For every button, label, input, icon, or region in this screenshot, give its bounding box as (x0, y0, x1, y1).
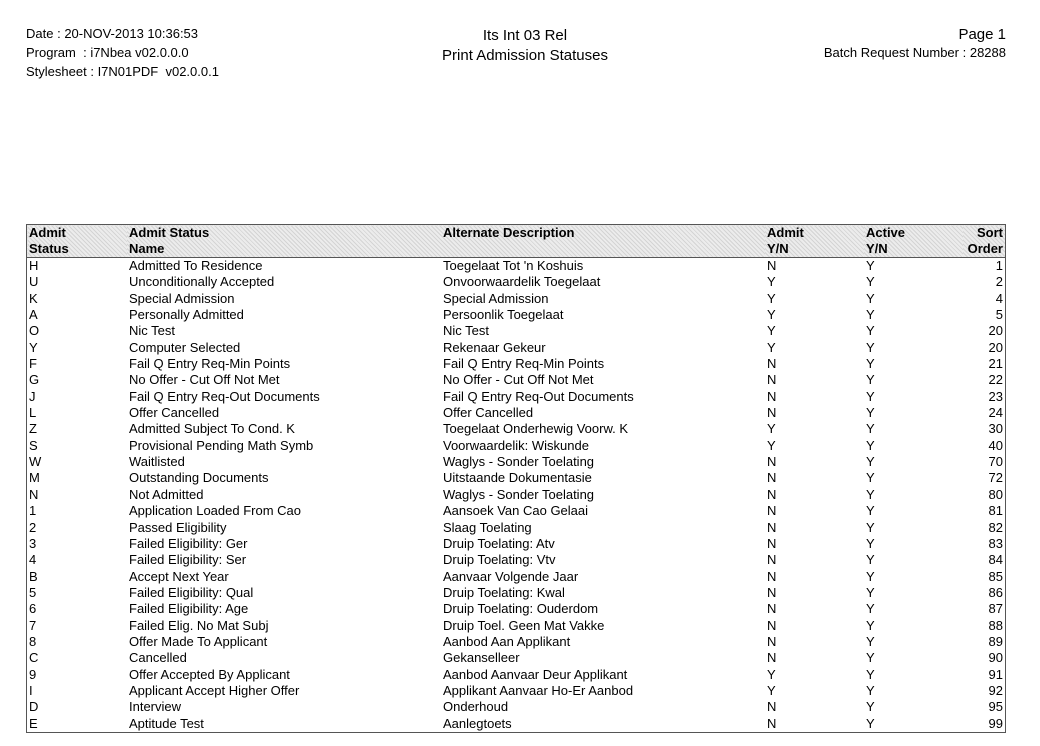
status-code-cell: 8 (29, 633, 37, 649)
stylesheet-label: Stylesheet : (26, 64, 94, 79)
date-line (26, 24, 219, 43)
table-row (27, 618, 1006, 634)
alternate-description-cell: Aanbod Aan Applikant (443, 633, 571, 649)
admit-yn-cell: N (767, 388, 777, 404)
admit-yn-cell: N (767, 584, 777, 600)
status-name-cell: Aptitude Test (127, 716, 441, 733)
admit-yn-cell: Y (767, 666, 776, 682)
status-name-cell: Special Admission (129, 290, 235, 306)
status-code-cell: N (29, 486, 39, 502)
status-code-cell: I (29, 682, 33, 698)
table-row (27, 470, 1006, 486)
table-row (27, 716, 1006, 733)
active-yn-cell: Y (866, 421, 875, 437)
active-yn-cell: Y (866, 258, 875, 273)
table-header-row (27, 225, 1006, 258)
col-admit-yn: Admit Y/N (765, 225, 864, 258)
sort-order-cell: 20 (988, 323, 1003, 339)
admit-yn-cell: N (767, 486, 777, 502)
status-name-cell: Cancelled (129, 650, 187, 666)
table-row (27, 356, 1006, 372)
table-row (27, 503, 1006, 519)
admit-yn-cell: N (767, 535, 777, 551)
batch-value: 28288 (969, 45, 1006, 60)
table-row (27, 258, 1006, 275)
table-row (27, 487, 1006, 503)
sort-order-cell: 88 (988, 617, 1003, 633)
active-yn-cell: Y (866, 633, 875, 649)
admit-yn-cell: N (765, 716, 864, 733)
admit-yn-cell: N (767, 470, 777, 486)
alternate-description-cell: Aanlegtoets (441, 716, 765, 733)
sort-order-cell: 89 (988, 633, 1003, 649)
active-yn-cell: Y (866, 388, 875, 404)
table-row (27, 323, 1006, 339)
sort-order-cell: 90 (988, 650, 1003, 666)
status-name-cell: Application Loaded From Cao (129, 503, 301, 519)
sort-order-cell: 30 (988, 421, 1003, 437)
program-label: Program : (26, 45, 87, 60)
status-name-cell: Passed Eligibility (129, 519, 227, 535)
table-row (27, 372, 1006, 388)
sort-order-cell: 21 (988, 356, 1003, 372)
sort-order-cell: 99 (963, 716, 1006, 733)
col-admit-status-name: Admit Status Name (127, 225, 441, 258)
status-code-cell: H (29, 258, 39, 273)
table-row (27, 552, 1006, 568)
table-row (27, 585, 1006, 601)
table-row (27, 569, 1006, 585)
active-yn-cell: Y (866, 568, 875, 584)
active-yn-cell: Y (866, 682, 875, 698)
table-row (27, 683, 1006, 699)
status-name-cell: Failed Elig. No Mat Subj (129, 617, 269, 633)
admit-yn-cell: N (767, 633, 777, 649)
status-code-cell: 2 (29, 519, 37, 535)
admit-yn-cell: N (767, 372, 777, 388)
alternate-description-cell: Special Admission (443, 290, 549, 306)
admit-yn-cell: N (767, 454, 777, 470)
table-row (27, 307, 1006, 323)
active-yn-cell: Y (866, 372, 875, 388)
table-row (27, 421, 1006, 437)
status-code-cell: U (29, 274, 39, 290)
col-alternate-description: Alternate Description (441, 225, 765, 258)
status-name-cell: Failed Eligibility: Ser (129, 552, 247, 568)
sort-order-cell: 20 (988, 339, 1003, 355)
status-name-cell: Computer Selected (129, 339, 241, 355)
sort-order-cell: 83 (988, 535, 1003, 551)
admit-yn-cell: N (767, 617, 777, 633)
sort-order-cell: 82 (988, 519, 1003, 535)
admit-yn-cell: N (767, 552, 777, 568)
status-code-cell: B (29, 568, 38, 584)
alternate-description-cell: Toegelaat Onderhewig Voorw. K (443, 421, 629, 437)
alternate-description-cell: Waglys - Sonder Toelating (443, 454, 595, 470)
admit-yn-cell: Y (767, 290, 776, 306)
status-code-cell: W (29, 454, 42, 470)
active-yn-cell: Y (866, 552, 875, 568)
system-title: Its Int 03 Rel (482, 27, 568, 44)
active-yn-cell: Y (866, 650, 875, 666)
sort-order-cell: 5 (995, 307, 1003, 323)
alternate-description-cell: Druip Toelating: Kwal (443, 584, 565, 600)
status-name-cell: Not Admitted (129, 486, 204, 502)
sort-order-cell: 4 (995, 290, 1003, 306)
active-yn-cell: Y (864, 716, 963, 733)
admit-yn-cell: Y (767, 421, 776, 437)
program-value: i7Nbea v02.0.0.0 (90, 45, 189, 60)
sort-order-cell: 2 (995, 274, 1003, 290)
active-yn-cell: Y (866, 405, 875, 421)
table-row (27, 601, 1006, 617)
status-name-cell: Nic Test (129, 323, 175, 339)
status-code-cell: A (29, 307, 38, 323)
alternate-description-cell: Aanbod Aanvaar Deur Applikant (443, 666, 628, 682)
active-yn-cell: Y (866, 356, 875, 372)
status-code-cell: O (29, 323, 40, 339)
status-code-cell: S (29, 437, 38, 453)
batch-label: Batch Request Number : (823, 45, 967, 60)
status-name-cell: Outstanding Documents (129, 470, 269, 486)
table-row (27, 634, 1006, 650)
table-row (27, 340, 1006, 356)
sort-order-cell: 70 (988, 454, 1003, 470)
admit-yn-cell: N (767, 356, 777, 372)
alternate-description-cell: Slaag Toelating (443, 519, 532, 535)
status-name-cell: Waitlisted (129, 454, 185, 470)
admit-yn-cell: Y (767, 339, 776, 355)
program-line (26, 43, 219, 62)
sort-order-cell: 72 (988, 470, 1003, 486)
col-sort-order: Sort Order (963, 225, 1006, 258)
admit-yn-cell: N (767, 650, 777, 666)
alternate-description-cell: Fail Q Entry Req-Out Documents (443, 388, 634, 404)
status-name-cell: Interview (129, 699, 182, 715)
alternate-description-cell: Onderhoud (443, 699, 509, 715)
status-name-cell: Provisional Pending Math Symb (129, 437, 314, 453)
stylesheet-value: I7N01PDF v02.0.0.1 (97, 64, 219, 79)
active-yn-cell: Y (866, 601, 875, 617)
sort-order-cell: 85 (988, 568, 1003, 584)
status-name-cell: Failed Eligibility: Qual (129, 584, 254, 600)
alternate-description-cell: Waglys - Sonder Toelating (443, 486, 595, 502)
sort-order-cell: 81 (988, 503, 1003, 519)
alternate-description-cell: Uitstaande Dokumentasie (443, 470, 592, 486)
status-code-cell: C (29, 650, 39, 666)
status-name-cell: Unconditionally Accepted (129, 274, 275, 290)
status-code-cell: Z (29, 421, 37, 437)
admit-yn-cell: Y (767, 274, 776, 290)
status-code-cell: E (27, 716, 128, 733)
col-active-yn: Active Y/N (864, 225, 963, 258)
admission-status-table (26, 224, 1006, 733)
status-name-cell: Accept Next Year (129, 568, 229, 584)
sort-order-cell: 87 (988, 601, 1003, 617)
admit-yn-cell: Y (767, 437, 776, 453)
status-code-cell: 9 (29, 666, 37, 682)
status-code-cell: 7 (29, 617, 37, 633)
batch-line (824, 44, 1006, 62)
alternate-description-cell: Druip Toel. Geen Mat Vakke (443, 617, 605, 633)
alternate-description-cell: Gekanselleer (443, 650, 520, 666)
alternate-description-cell: Fail Q Entry Req-Min Points (443, 356, 605, 372)
admit-yn-cell: N (767, 258, 777, 273)
alternate-description-cell: Aanvaar Volgende Jaar (443, 568, 579, 584)
admit-yn-cell: Y (767, 323, 776, 339)
alternate-description-cell: Onvoorwaardelik Toegelaat (443, 274, 601, 290)
status-name-cell: Failed Eligibility: Age (129, 601, 249, 617)
sort-order-cell: 22 (988, 372, 1003, 388)
table-row (27, 520, 1006, 536)
active-yn-cell: Y (866, 323, 875, 339)
sort-order-cell: 86 (988, 584, 1003, 600)
active-yn-cell: Y (866, 274, 875, 290)
date-value: 20-NOV-2013 10:36:53 (64, 26, 199, 41)
admit-yn-cell: Y (767, 682, 776, 698)
status-name-cell: Applicant Accept Higher Offer (129, 682, 300, 698)
table-row (27, 650, 1006, 666)
alternate-description-cell: Applikant Aanvaar Ho-Er Aanbod (443, 682, 634, 698)
admit-yn-cell: Y (767, 307, 776, 323)
status-code-cell: J (29, 388, 36, 404)
sort-order-cell: 1 (995, 258, 1003, 273)
alternate-description-cell: Rekenaar Gekeur (443, 339, 546, 355)
active-yn-cell: Y (866, 290, 875, 306)
active-yn-cell: Y (866, 519, 875, 535)
active-yn-cell: Y (866, 454, 875, 470)
report-titles (380, 26, 670, 66)
status-code-cell: D (29, 699, 39, 715)
alternate-description-cell: Toegelaat Tot 'n Koshuis (443, 258, 584, 273)
sort-order-cell: 92 (988, 682, 1003, 698)
sort-order-cell: 23 (988, 388, 1003, 404)
sort-order-cell: 40 (988, 437, 1003, 453)
alternate-description-cell: Voorwaardelik: Wiskunde (443, 437, 589, 453)
alternate-description-cell: No Offer - Cut Off Not Met (443, 372, 594, 388)
status-code-cell: 5 (29, 584, 37, 600)
status-code-cell: G (29, 372, 40, 388)
admit-yn-cell: N (767, 568, 777, 584)
status-name-cell: Admitted To Residence (129, 258, 263, 273)
alternate-description-cell: Offer Cancelled (443, 405, 534, 421)
table-body (27, 258, 1006, 733)
table-row (27, 536, 1006, 552)
active-yn-cell: Y (866, 699, 875, 715)
active-yn-cell: Y (866, 339, 875, 355)
status-name-cell: No Offer - Cut Off Not Met (129, 372, 280, 388)
status-code-cell: Y (29, 339, 38, 355)
alternate-description-cell: Druip Toelating: Vtv (443, 552, 556, 568)
sort-order-cell: 91 (988, 666, 1003, 682)
admit-yn-cell: N (767, 601, 777, 617)
table-row (27, 389, 1006, 405)
active-yn-cell: Y (866, 437, 875, 453)
alternate-description-cell: Nic Test (443, 323, 489, 339)
status-name-cell: Fail Q Entry Req-Min Points (129, 356, 291, 372)
admit-yn-cell: N (767, 519, 777, 535)
sort-order-cell: 95 (988, 699, 1003, 715)
status-name-cell: Fail Q Entry Req-Out Documents (129, 388, 320, 404)
admit-yn-cell: N (767, 405, 777, 421)
table-row (27, 667, 1006, 683)
active-yn-cell: Y (866, 584, 875, 600)
page-number: Page 1 (958, 26, 1006, 43)
active-yn-cell: Y (866, 535, 875, 551)
status-code-cell: 4 (29, 552, 37, 568)
alternate-description-cell: Druip Toelating: Ouderdom (443, 601, 599, 617)
status-name-cell: Offer Accepted By Applicant (129, 666, 290, 682)
report-paging (824, 26, 1006, 62)
admit-yn-cell: N (767, 503, 777, 519)
active-yn-cell: Y (866, 307, 875, 323)
status-name-cell: Offer Cancelled (129, 405, 220, 421)
table-row (27, 405, 1006, 421)
status-name-cell: Offer Made To Applicant (129, 633, 268, 649)
table-row (27, 454, 1006, 470)
status-code-cell: 3 (29, 535, 37, 551)
status-code-cell: 6 (29, 601, 37, 617)
active-yn-cell: Y (866, 666, 875, 682)
table-row (27, 274, 1006, 290)
status-name-cell: Failed Eligibility: Ger (129, 535, 248, 551)
status-code-cell: K (29, 290, 38, 306)
col-admit-status: Admit Status (27, 225, 128, 258)
status-name-cell: Admitted Subject To Cond. K (129, 421, 295, 437)
sort-order-cell: 80 (988, 486, 1003, 502)
status-code-cell: M (29, 470, 40, 486)
sort-order-cell: 24 (988, 405, 1003, 421)
status-code-cell: F (29, 356, 37, 372)
alternate-description-cell: Persoonlik Toegelaat (443, 307, 564, 323)
active-yn-cell: Y (866, 470, 875, 486)
status-code-cell: 1 (29, 503, 37, 519)
table-row (27, 291, 1006, 307)
stylesheet-line (26, 62, 219, 81)
status-name-cell: Personally Admitted (129, 307, 244, 323)
table-row (27, 699, 1006, 715)
sort-order-cell: 84 (988, 552, 1003, 568)
report-title: Print Admission Statuses (442, 47, 608, 64)
alternate-description-cell: Aansoek Van Cao Gelaai (443, 503, 589, 519)
admit-yn-cell: N (767, 699, 777, 715)
status-code-cell: L (29, 405, 37, 421)
report-meta (26, 24, 219, 81)
active-yn-cell: Y (866, 486, 875, 502)
active-yn-cell: Y (866, 503, 875, 519)
active-yn-cell: Y (866, 617, 875, 633)
date-label: Date : (26, 26, 61, 41)
table-row (27, 438, 1006, 454)
alternate-description-cell: Druip Toelating: Atv (443, 535, 555, 551)
